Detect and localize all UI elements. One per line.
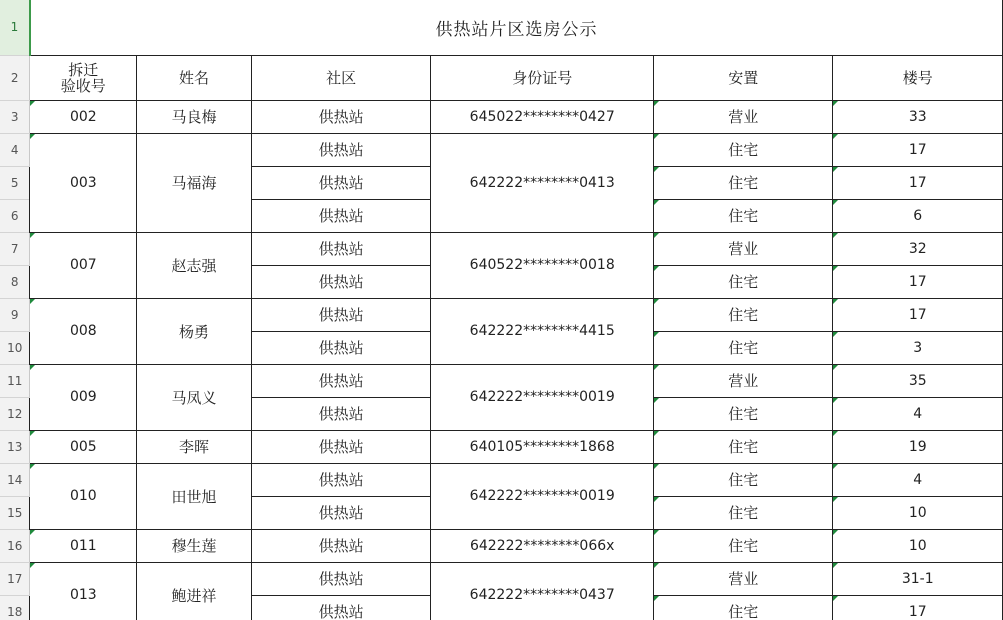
cell-building[interactable]: 32 (833, 232, 1003, 265)
row-header[interactable]: 9 (0, 298, 30, 331)
cell-placement[interactable]: 住宅 (654, 199, 833, 232)
cell-code[interactable]: 005 (30, 430, 137, 463)
cell-community[interactable]: 供热站 (251, 364, 430, 397)
cell-id-number[interactable]: 642222********0019 (431, 463, 654, 529)
cell-placement[interactable]: 住宅 (654, 298, 833, 331)
header-placement[interactable]: 安置 (654, 55, 833, 100)
header-code-cell[interactable] (30, 55, 137, 100)
cell-placement[interactable]: 住宅 (654, 397, 833, 430)
header-code-line1: 拆迁 (68, 60, 99, 79)
cell-building[interactable]: 17 (833, 298, 1003, 331)
cell-code[interactable]: 002 (30, 100, 137, 133)
cell-name[interactable]: 赵志强 (137, 232, 252, 298)
row-header[interactable]: 1 (0, 0, 30, 55)
table-row (0, 529, 1003, 562)
table-row (0, 100, 1003, 133)
cell-building[interactable]: 17 (833, 133, 1003, 166)
header-name[interactable]: 姓名 (137, 55, 252, 100)
cell-building[interactable]: 6 (833, 199, 1003, 232)
cell-placement[interactable]: 住宅 (654, 430, 833, 463)
row-header[interactable]: 10 (0, 331, 30, 364)
cell-community[interactable]: 供热站 (251, 397, 430, 430)
cell-placement[interactable]: 住宅 (654, 331, 833, 364)
header-row (0, 55, 1003, 100)
cell-name[interactable]: 李晖 (137, 430, 252, 463)
cell-name[interactable]: 马福海 (137, 133, 252, 232)
table-row (0, 562, 1003, 595)
cell-id-number[interactable]: 640522********0018 (431, 232, 654, 298)
cell-community[interactable]: 供热站 (251, 166, 430, 199)
cell-community[interactable]: 供热站 (251, 496, 430, 529)
cell-building[interactable]: 19 (833, 430, 1003, 463)
cell-placement[interactable]: 营业 (654, 562, 833, 595)
cell-id-number[interactable]: 642222********0019 (431, 364, 654, 430)
cell-building[interactable]: 31-1 (833, 562, 1003, 595)
cell-id-number[interactable]: 640105********1868 (431, 430, 654, 463)
cell-placement[interactable]: 营业 (654, 100, 833, 133)
header-building[interactable]: 楼号 (833, 55, 1003, 100)
cell-id-number[interactable]: 642222********066x (431, 529, 654, 562)
cell-code[interactable]: 011 (30, 529, 137, 562)
cell-id-number[interactable]: 642222********0413 (431, 133, 654, 232)
cell-id-number[interactable]: 642222********4415 (431, 298, 654, 364)
cell-placement[interactable]: 营业 (654, 232, 833, 265)
cell-placement[interactable]: 住宅 (654, 595, 833, 620)
cell-community[interactable]: 供热站 (251, 463, 430, 496)
cell-community[interactable]: 供热站 (251, 562, 430, 595)
cell-building[interactable]: 35 (833, 364, 1003, 397)
cell-code[interactable]: 007 (30, 232, 137, 298)
cell-name[interactable]: 鲍进祥 (137, 562, 252, 620)
cell-placement[interactable]: 住宅 (654, 133, 833, 166)
cell-building[interactable]: 4 (833, 463, 1003, 496)
cell-community[interactable]: 供热站 (251, 199, 430, 232)
cell-community[interactable]: 供热站 (251, 100, 430, 133)
cell-building[interactable]: 10 (833, 529, 1003, 562)
cell-building[interactable]: 4 (833, 397, 1003, 430)
header-community[interactable]: 社区 (251, 55, 430, 100)
cell-community[interactable]: 供热站 (251, 595, 430, 620)
cell-placement[interactable]: 住宅 (654, 166, 833, 199)
table-row (0, 232, 1003, 265)
table-row (0, 430, 1003, 463)
table-row (0, 298, 1003, 331)
cell-community[interactable]: 供热站 (251, 430, 430, 463)
cell-community[interactable]: 供热站 (251, 232, 430, 265)
row-header[interactable]: 16 (0, 529, 30, 562)
row-header[interactable]: 14 (0, 463, 30, 496)
cell-code[interactable]: 003 (30, 133, 137, 232)
row-header[interactable]: 18 (0, 595, 30, 620)
row-header[interactable]: 7 (0, 232, 30, 265)
cell-placement[interactable]: 住宅 (654, 496, 833, 529)
sheet-title[interactable]: 供热站片区选房公示 (30, 0, 1003, 55)
cell-code[interactable]: 009 (30, 364, 137, 430)
cell-building[interactable]: 17 (833, 595, 1003, 620)
cell-code[interactable]: 010 (30, 463, 137, 529)
row-header[interactable]: 13 (0, 430, 30, 463)
cell-building[interactable]: 33 (833, 100, 1003, 133)
table-row (0, 463, 1003, 496)
row-header[interactable]: 5 (0, 166, 30, 199)
cell-id-number[interactable]: 642222********0437 (431, 562, 654, 620)
cell-community[interactable]: 供热站 (251, 265, 430, 298)
row-header[interactable]: 8 (0, 265, 30, 298)
cell-name[interactable]: 穆生莲 (137, 529, 252, 562)
cell-building[interactable]: 3 (833, 331, 1003, 364)
table-row (0, 133, 1003, 166)
cell-placement[interactable]: 住宅 (654, 265, 833, 298)
row-header[interactable]: 6 (0, 199, 30, 232)
cell-code[interactable]: 008 (30, 298, 137, 364)
row-header[interactable]: 15 (0, 496, 30, 529)
cell-community[interactable]: 供热站 (251, 133, 430, 166)
cell-placement[interactable]: 住宅 (654, 529, 833, 562)
cell-building[interactable]: 10 (833, 496, 1003, 529)
cell-placement[interactable]: 住宅 (654, 463, 833, 496)
row-header[interactable]: 4 (0, 133, 30, 166)
cell-building[interactable]: 17 (833, 265, 1003, 298)
cell-community[interactable]: 供热站 (251, 529, 430, 562)
row-header[interactable]: 12 (0, 397, 30, 430)
row-header[interactable]: 2 (0, 55, 30, 100)
cell-community[interactable]: 供热站 (251, 298, 430, 331)
row-header[interactable]: 17 (0, 562, 30, 595)
row-header[interactable]: 11 (0, 364, 30, 397)
cell-name[interactable]: 田世旭 (137, 463, 252, 529)
cell-name[interactable]: 马良梅 (137, 100, 252, 133)
cell-name[interactable]: 马凤义 (137, 364, 252, 430)
title-row (0, 0, 1003, 55)
table-row (0, 364, 1003, 397)
cell-code[interactable]: 013 (30, 562, 137, 620)
cell-name[interactable]: 杨勇 (137, 298, 252, 364)
cell-building[interactable]: 17 (833, 166, 1003, 199)
row-header[interactable]: 3 (0, 100, 30, 133)
header-id-number[interactable]: 身份证号 (431, 55, 654, 100)
cell-placement[interactable]: 营业 (654, 364, 833, 397)
header-code-line2: 验收号 (60, 76, 106, 95)
cell-community[interactable]: 供热站 (251, 331, 430, 364)
cell-id-number[interactable]: 645022********0427 (431, 100, 654, 133)
